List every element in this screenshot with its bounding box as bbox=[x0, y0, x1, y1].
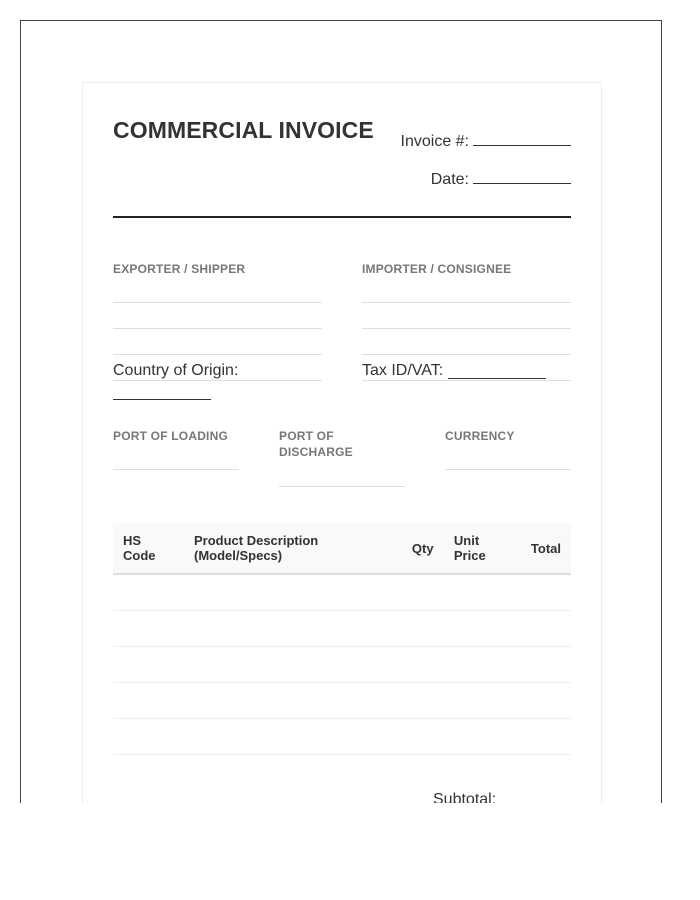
country-of-origin-blank[interactable] bbox=[113, 399, 211, 400]
currency-line[interactable] bbox=[445, 469, 571, 470]
port-of-loading-line[interactable] bbox=[113, 469, 239, 470]
subtotal-label: Subtotal: bbox=[433, 791, 497, 803]
table-row[interactable] bbox=[113, 574, 571, 611]
date-field[interactable] bbox=[431, 169, 571, 189]
invoice-number-blank[interactable] bbox=[473, 131, 571, 146]
header-divider bbox=[113, 216, 571, 218]
tax-id-blank[interactable] bbox=[448, 378, 546, 379]
port-of-loading-label: PORT OF LOADING bbox=[113, 429, 228, 443]
column-unit-price: Unit Price bbox=[444, 523, 521, 574]
line-items-table bbox=[113, 523, 571, 755]
exporter-line-3[interactable] bbox=[113, 354, 322, 355]
invoice-number-field[interactable] bbox=[401, 131, 571, 151]
page-frame bbox=[20, 20, 662, 803]
invoice-number-label: Invoice #: bbox=[400, 133, 469, 150]
date-label: Date: bbox=[430, 171, 469, 188]
table-row[interactable] bbox=[113, 611, 571, 647]
importer-line-4[interactable] bbox=[362, 380, 571, 381]
date-blank[interactable] bbox=[473, 169, 571, 184]
column-qty: Qty bbox=[402, 523, 444, 574]
table-row[interactable] bbox=[113, 647, 571, 683]
exporter-line-1[interactable] bbox=[113, 302, 322, 303]
exporter-line-2[interactable] bbox=[113, 328, 322, 329]
column-product-description: Product Description (Model/Specs) bbox=[184, 523, 402, 574]
port-of-discharge-line[interactable] bbox=[279, 486, 405, 487]
invoice-sheet bbox=[82, 82, 602, 803]
column-total: Total bbox=[521, 523, 571, 574]
country-of-origin-label: Country of Origin: bbox=[113, 362, 239, 379]
tax-id-label: Tax ID/VAT: bbox=[362, 362, 444, 379]
port-of-discharge-label: PORT OF DISCHARGE bbox=[279, 429, 353, 459]
table-header-row bbox=[113, 523, 571, 574]
table-row[interactable] bbox=[113, 719, 571, 755]
importer-line-2[interactable] bbox=[362, 328, 571, 329]
importer-label: IMPORTER / CONSIGNEE bbox=[362, 262, 512, 276]
table-row[interactable] bbox=[113, 683, 571, 719]
currency-label: CURRENCY bbox=[445, 429, 515, 443]
importer-line-1[interactable] bbox=[362, 302, 571, 303]
column-hs-code: HS Code bbox=[113, 523, 184, 574]
exporter-line-4[interactable] bbox=[113, 380, 322, 381]
invoice-title: COMMERCIAL INVOICE bbox=[113, 117, 374, 143]
importer-line-3[interactable] bbox=[362, 354, 571, 355]
exporter-label: EXPORTER / SHIPPER bbox=[113, 262, 246, 276]
